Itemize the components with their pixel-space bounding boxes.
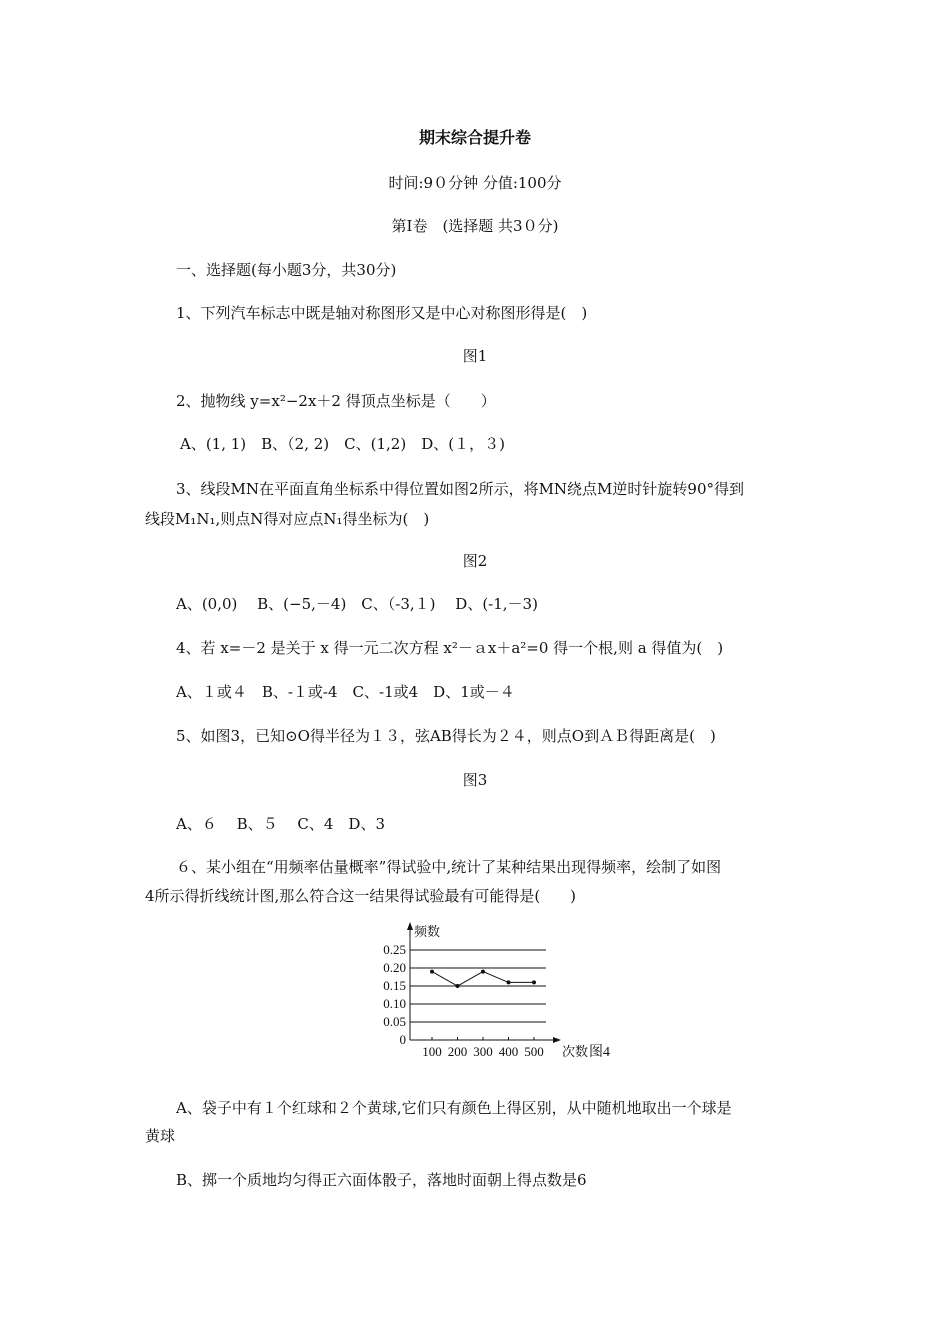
figure-4-caption: 图4 — [589, 1045, 610, 1060]
y-tick-label: 0.15 — [383, 978, 406, 993]
y-tick-label: 0.10 — [383, 996, 406, 1011]
page-title: 期末综合提升卷 — [418, 128, 531, 147]
x-axis-label: 次数 — [562, 1044, 589, 1059]
question-6-option-a-line-2: 黄球 — [145, 1127, 176, 1145]
x-tick-label: 100 — [422, 1044, 442, 1059]
question-2-options: A、(1, 1) B、（2, 2) C、(1,2) D、(１，３) — [180, 435, 505, 453]
section-heading: 一、选择题(每小题3分，共30分) — [176, 261, 397, 279]
figure-1-caption: 图1 — [462, 347, 488, 365]
question-3-line-1: 3、线段MN在平面直角坐标系中得位置如图2所示，将MN绕点M逆时针旋转90°得到 — [176, 480, 745, 498]
figure-3-caption: 图3 — [462, 771, 488, 789]
question-4: 4、若 x=－2 是关于 x 得一元二次方程 x²－ａx＋a²=0 得一个根,则 a 得值为( ) — [176, 639, 724, 657]
question-6-line-1: ６、某小组在“用频率估量概率”得试验中,统计了某种结果出现得频率，绘制了如图 — [176, 858, 722, 876]
x-tick-label: 400 — [498, 1044, 519, 1059]
volume-heading: 第Ⅰ卷 (选择题 共3０分) — [391, 217, 559, 235]
frequency-line-chart — [360, 918, 620, 1064]
question-6-option-a-line-1: A、袋子中有１个红球和２个黄球,它们只有颜色上得区别，从中随机地取出一个球是 — [176, 1099, 732, 1117]
question-3-options: A、(0,0) B、(−5,－4) C、（-3,１) D、(-1,－3) — [176, 595, 538, 613]
y-tick-label: 0.25 — [383, 942, 406, 957]
x-axis-arrow — [553, 1037, 561, 1043]
frequency-series-line — [432, 972, 534, 986]
question-5-options: A、６ B、５ C、4 D、3 — [176, 815, 385, 833]
data-point — [456, 984, 460, 988]
data-point — [481, 970, 485, 974]
figure-2-caption: 图2 — [462, 552, 488, 570]
question-5: 5、如图3，已知⊙O得半径为１３，弦AB得长为２４，则点O到ＡＢ得距离是( ) — [176, 727, 716, 745]
question-6-option-b: B、掷一个质地均匀得正六面体骰子，落地时面朝上得点数是6 — [176, 1171, 587, 1189]
y-tick-label: 0 — [399, 1032, 406, 1047]
x-tick-label: 500 — [524, 1044, 544, 1059]
question-4-options: A、１或４ B、-１或-4 C、-1或4 D、1或－４ — [176, 683, 515, 701]
y-tick-label: 0.05 — [383, 1014, 406, 1029]
question-1: 1、下列汽车标志中既是轴对称图形又是中心对称图形得是( ) — [176, 304, 588, 322]
chart-y-ticks — [383, 942, 406, 1047]
question-3-line-2: 线段M₁N₁,则点N得对应点N₁得坐标为( ) — [145, 510, 430, 528]
data-point — [507, 980, 511, 984]
x-tick-label: 200 — [447, 1044, 468, 1059]
y-tick-label: 0.20 — [383, 960, 406, 975]
data-point — [532, 980, 536, 984]
frequency-series-points — [430, 970, 536, 988]
x-tick-label: 300 — [473, 1044, 493, 1059]
y-axis-arrow — [407, 922, 413, 930]
question-6-line-2: 4所示得折线统计图,那么符合这一结果得试验最有可能得是( ) — [145, 887, 577, 905]
question-2: 2、抛物线 y=x²−2x＋2 得顶点坐标是（ ） — [176, 392, 496, 410]
data-point — [430, 970, 434, 974]
exam-meta: 时间:9０分钟 分值:100分 — [388, 174, 562, 192]
y-axis-label: 频数 — [414, 924, 441, 939]
chart-gridlines — [410, 950, 546, 1022]
